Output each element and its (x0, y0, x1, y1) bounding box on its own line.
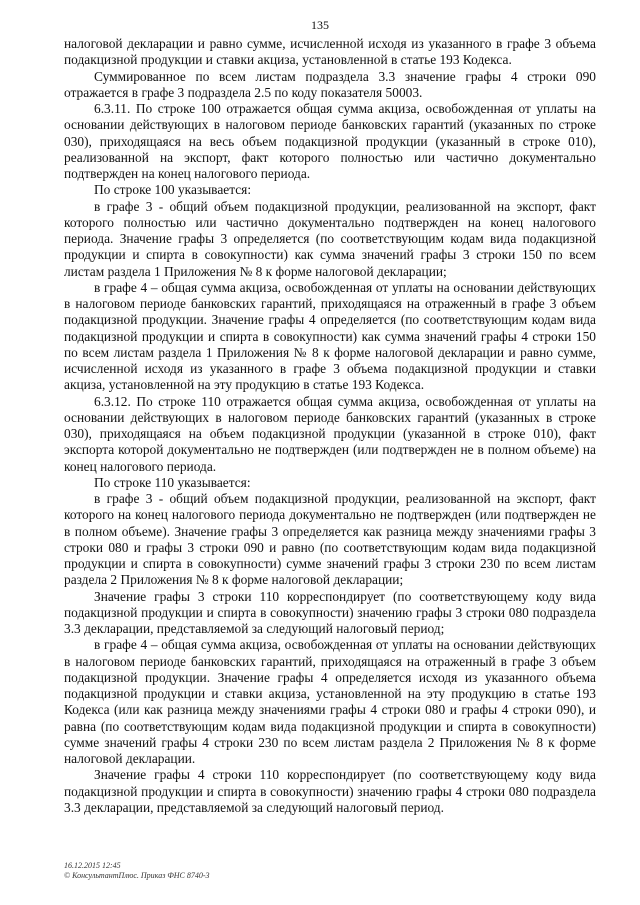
paragraph-11: в графе 4 – общая сумма акциза, освобожденная от уплаты на основании действующих в налоговом периоде банковских гарантий, приходящаяся на отраженный в графе 3 объем подакцизной продукции. Значение графы 4 определяется исходя из указанного объема подакцизной продукции и ставки акциза, установленной на эту продукцию в статье 193 Кодекса (или как разница между значениями графы 4 строки 080 и графы 4 строки 090), и равна (по соответствующим кодам вида подакцизной продукции и спирта в совокупности) сумме значений графы 4 строки 230 по всем листам раздела 2 Приложения № 8 к форме налоговой декларации. (64, 637, 596, 766)
paragraph-3: 6.3.11. По строке 100 отражается общая сумма акциза, освобожденная от уплаты на основании действующих в налоговом периоде банковских гарантий (указанных по строке 030), приходящаяся на весь объем подакцизной продукции (указанный в строке 010), реализованной на экспорт, факт которого полностью или частично документально подтвержден на конец налогового периода. (64, 101, 596, 181)
page-number: 135 (311, 18, 329, 32)
paragraph-7: 6.3.12. По строке 110 отражается общая сумма акциза, освобожденная от уплаты на основании действующих в налоговом периоде банковских гарантий (указанных в строке 030), приходящаяся на объем подакцизной продукции (указанной в строке 010), факт экспорта которой документально не подтвержден (или подтвержден не в полном объеме) на конец налогового периода. (64, 393, 596, 474)
paragraph-4: По строке 100 указывается: (94, 182, 252, 198)
paragraph-12: Значение графы 4 строки 110 корреспондирует (по соответствующему коду вида подакцизной продукции и спирта в совокупности) значению графы 4 строки 080 подраздела 3.3 декларации, представляемой за следующий налоговый период. (64, 767, 596, 815)
paragraph-1: налоговой декларации и равно сумме, исчисленной исходя из указанного в графе 3 объема подакцизной продукции и ставки акциза, установленной в статье 193 Кодекса. (64, 36, 596, 68)
paragraph-6: в графе 4 – общая сумма акциза, освобожденная от уплаты на основании действующих в налоговом периоде банковских гарантий, приходящаяся на отраженный в графе 3 объем подакцизной продукции. Значение графы 4 определяется (по соответствующим кодам вида подакцизной продукции и спирта в совокупности) как сумма значений графы 4 строки 150 по всем листам раздела 1 Приложения № 8 к форме налоговой декларации и равно сумме, исчисленной исходя из указанного в графе 3 объема подакцизной продукции и ставки акциза, установленной на эту продукцию в статье 193 Кодекса. (64, 279, 596, 393)
footer-stamp (64, 861, 210, 881)
document-body (64, 36, 596, 816)
paragraph-9: в графе 3 - общий объем подакцизной продукции, реализованной на экспорт, факт которого на конец налогового периода документально не подтвержден (или подтвержден не в полном объеме). Значение графы 3 определяется как разница между значениями графы 3 строки 080 и графы 3 строки 090 и равно (по соответствующим кодам вида подакцизной продукции и спирта в совокупности) сумме значений графы 3 строки 230 по всем листам раздела 2 Приложения № 8 к форме налоговой декларации; (64, 491, 596, 588)
paragraph-5: в графе 3 - общий объем подакцизной продукции, реализованной на экспорт, факт которого полностью или частично документально подтвержден на конец налогового периода. Значение графы 3 определяется (по соответствующим кодам вида подакцизной продукции и спирта в совокупности) как сумма значений графы 3 строки 150 по всем листам раздела 1 Приложения № 8 к форме налоговой декларации; (64, 198, 596, 279)
footer-date: 16.12.2015 12:45 (64, 861, 121, 870)
paragraph-8: По строке 110 указывается: (94, 474, 251, 490)
footer-file: © КонсультантПлюс. Приказ ФНС 8740-3 (64, 871, 210, 880)
paragraph-10: Значение графы 3 строки 110 корреспондирует (по соответствующему коду вида подакцизной продукции и спирта в совокупности) значению графы 3 строки 080 подраздела 3.3 декларации, представляемой за следующий налоговый период; (64, 588, 596, 636)
paragraph-2: Суммированное по всем листам подраздела 3.3 значение графы 4 строки 090 отражается в графе 3 подраздела 2.5 по коду показателя 50003. (64, 68, 596, 100)
